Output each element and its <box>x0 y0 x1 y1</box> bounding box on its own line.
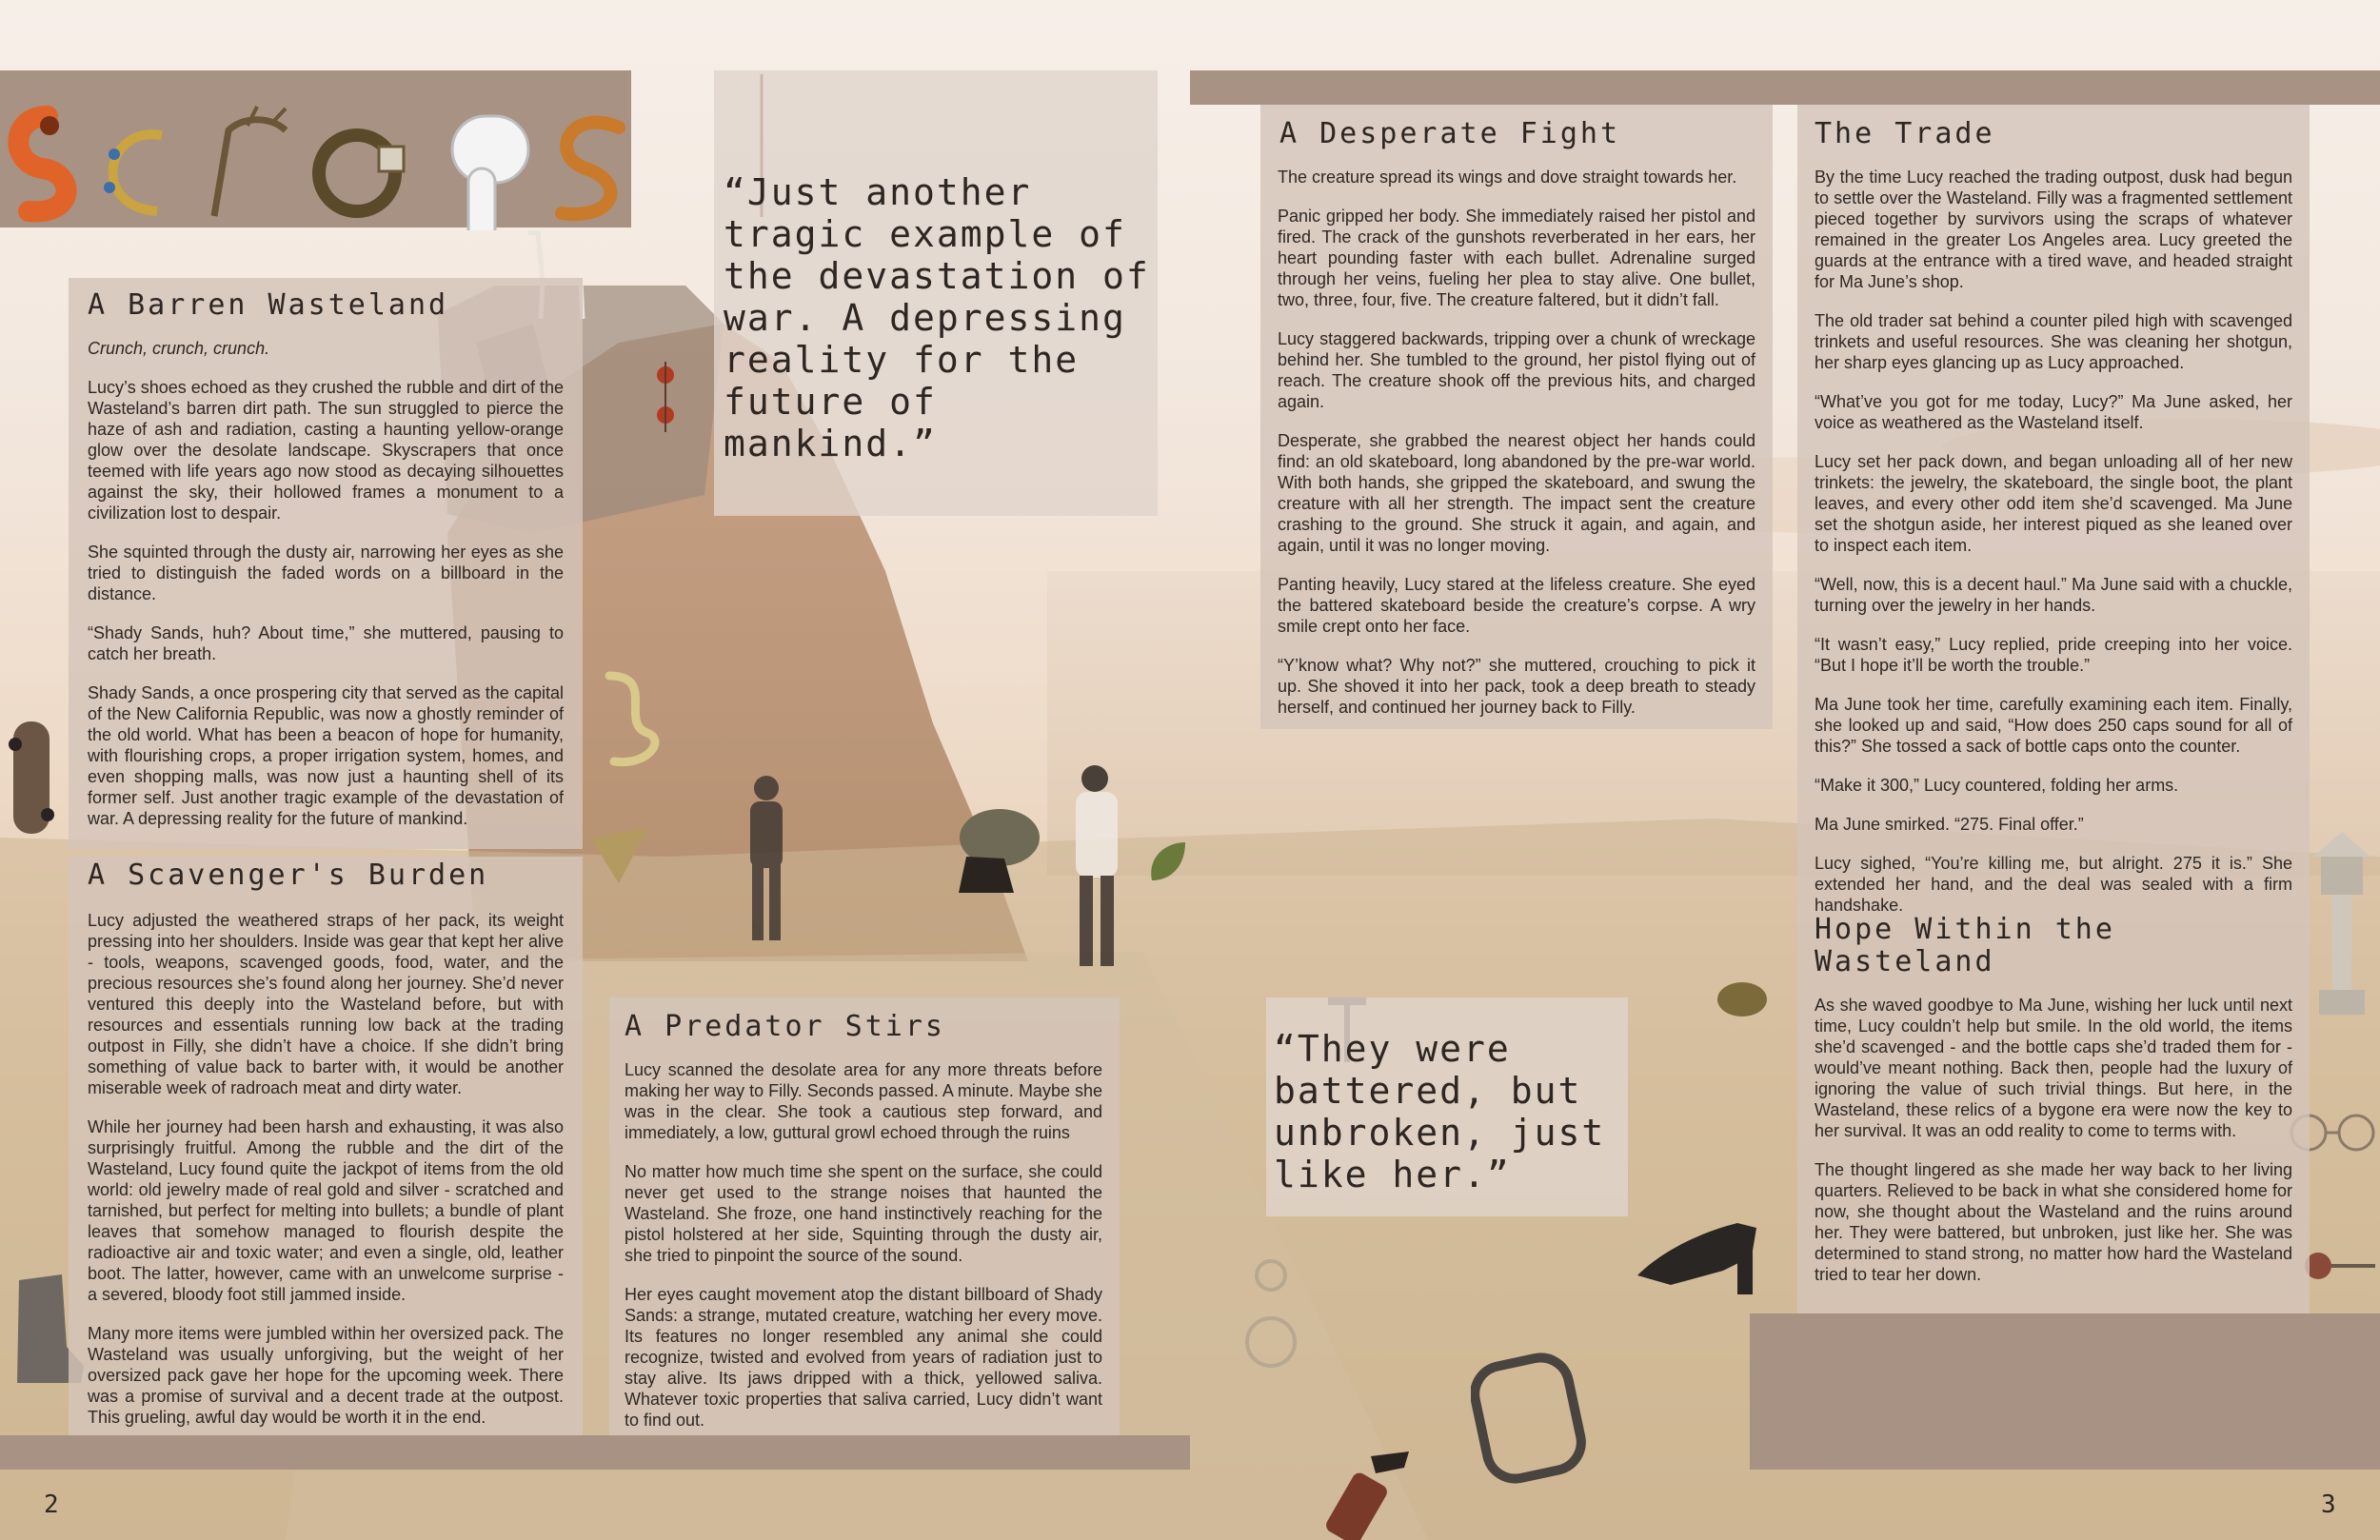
small-hook-icon <box>1238 1256 1304 1371</box>
paragraph: “Y’know what? Why not?” she muttered, crouching to pick it up. She shoved it into her pack, took a deep breath to steady herself, and continued her journey back to Filly. <box>1278 656 1755 717</box>
heading-scavengers-burden: A Scavenger's Burden <box>88 859 489 892</box>
pull-quote-top: “Just another tragic example of the devastation of war. A depressing reality for the future of mankind.” <box>724 171 1150 464</box>
paragraph: Lucy set her pack down, and began unloading all of her new trinkets: the jewelry, the skateboard, the single boot, the plant leaves, and every other odd item she’d scavenged. Ma June set the shotgun aside, her interest piqued as she leaned over to inspect each item. <box>1815 452 2292 555</box>
paragraph: Lucy’s shoes echoed as they crushed the rubble and dirt of the Wasteland’s barren dirt path. The sun struggled to pierce the haze of ash and radiation, casting a haunting yellow-orange glow over the desolate landscape. Skyscrapers that once teemed with life years ago now stood as decaying silhouettes against the sky, their hollowed frames a monument to a civilization lost to despair. <box>88 378 564 523</box>
pine-sprig-icon <box>1714 976 1771 1023</box>
paragraph: Ma June took her time, carefully examining each item. Finally, she looked up and said, “How does 250 caps sound for all of this?” She tossed a sack of bottle caps onto the counter. <box>1815 695 2292 756</box>
hanging-ornament-icon <box>655 362 676 432</box>
heading-predator-stirs: A Predator Stirs <box>625 1010 945 1043</box>
shard-icon <box>585 828 652 885</box>
paragraph: She squinted through the dusty air, narrowing her eyes as she tried to distinguish the faded words on a billboard in the distance. <box>88 543 564 603</box>
heading-the-trade: The Trade <box>1815 117 1995 150</box>
paragraph: Panic gripped her body. She immediately raised her pistol and fired. The crack of the gunshots reverberated in her ears, her heart pounding faster with each bullet. Adrenaline surged through her veins, fueling her plea to stay alive. One bullet, two, three, four, five. The creature faltered, but it didn’t fall. <box>1278 207 1755 309</box>
article-predator-stirs <box>625 1059 1102 1431</box>
paragraph: As she waved goodbye to Ma June, wishing her luck until next time, Lucy couldn’t help but smile. In the old world, the items she’d scavenged - and the bottle caps she’d traded them for - would’ve meant nothing. Back then, people had the luxury of ignoring the value of such trivial things. But here, in the Wasteland, these relics of a bygone era were now the key to her survival. It was an odd reality to come to terms with. <box>1815 996 2292 1140</box>
high-heel-shoe-icon <box>1633 1204 1766 1299</box>
heading-desperate-fight: A Desperate Fight <box>1279 117 1621 150</box>
article-desperate-fight <box>1278 167 1755 718</box>
shoe-icon <box>947 800 1052 904</box>
pull-quote-bottom: “They were battered, but unbroken, just like her.” <box>1274 1028 1606 1195</box>
paragraph: Many more items were jumbled within her oversized pack. The Wasteland was usually unforgiving, but the weight of her oversized pack gave her hope for the upcoming week. There was a promise of survival and a decent trade at the outpost. This grueling, awful day would be worth it in the end. <box>88 1324 564 1427</box>
scraps-title-art <box>0 88 638 230</box>
paragraph: The thought lingered as she made her way back to her living quarters. Relieved to be back in what she considered home for now, she thought about the Wasteland and the ruins around her. They were battered, but unbroken, just like her. She was determined to stand strong, no matter how hard the Wasteland tried to tear her down. <box>1815 1160 2292 1284</box>
paragraph: Panting heavily, Lucy stared at the lifeless creature. She eyed the battered skateboard beside the creature’s corpse. A wry smile crept onto her face. <box>1278 575 1755 636</box>
paragraph: The creature spread its wings and dove straight towards her. <box>1278 168 1737 187</box>
paragraph: Lucy sighed, “You’re killing me, but alright. 275 it is.” She extended her hand, and the deal was sealed with a firm handshake. <box>1815 854 2292 915</box>
article-hope-within-wasteland <box>1815 995 2292 1285</box>
paragraph: By the time Lucy reached the trading outpost, dusk had begun to settle over the Wasteland. Filly was a fragmented settlement pieced together by survivors using the scraps of whatever remained in the greater Los Angeles area. Lucy greeted the guards at the entrance with a tired wave, and headed straight for Ma June’s shop. <box>1815 168 2292 291</box>
keychain-icon <box>2299 1237 2380 1294</box>
paragraph: While her journey had been harsh and exhausting, it was also surprisingly fruitful. Among the rubble and the dirt of the Wasteland, Lucy found quite the jackpot of items from the old world: old jewelry made of real gold and silver - scratched and tarnished, but perfect for melting into bullets; a bundle of plant leaves that somehow managed to flourish despite the radioactive air and toxic water; and even a single, old, leather boot. The latter, however, came with an unwelcome surprise - a severed, bloody foot still jammed inside. <box>88 1117 564 1304</box>
skateboard-icon <box>0 716 69 841</box>
heading-barren-wasteland: A Barren Wasteland <box>88 288 449 322</box>
paragraph: “Shady Sands, huh? About time,” she muttered, pausing to catch her breath. <box>88 623 564 663</box>
top-band-right <box>1190 70 2380 105</box>
paragraph: Her eyes caught movement atop the distant billboard of Shady Sands: a strange, mutated creature, watching her every move. Its features no longer resembled any animal she could recognize, twisted and evolved from years of radiation just to stay alive. Its jaws dripped with a thick, yellowed saliva. Whatever toxic properties that saliva carried, Lucy didn’t want to find out. <box>625 1285 1102 1430</box>
heading-hope-within-wasteland: Hope Within the Wasteland <box>1815 913 2115 978</box>
paragraph: “What’ve you got for me today, Lucy?” Ma June asked, her voice as weathered as the Wasteland itself. <box>1815 392 2292 432</box>
paragraph: Crunch, crunch, crunch. <box>88 339 270 358</box>
bottom-band-right <box>1750 1313 2380 1470</box>
paragraph: Lucy staggered backwards, tripping over a chunk of wreckage behind her. She tumbled to the ground, her pistol flying out of reach. The creature shook off the previous hits, and charged again. <box>1278 329 1755 411</box>
leaf-icon <box>1142 838 1190 885</box>
dragon-charm-icon <box>590 666 676 771</box>
paragraph: Lucy scanned the desolate area for any more threats before making her way to Filly. Seconds passed. A minute. Maybe she was in the clear. She took a cautious step forward, and immediately, a low, guttural growl echoed through the ruins <box>625 1060 1102 1142</box>
page-number-right: 3 <box>2321 1491 2336 1519</box>
stone-lantern-icon <box>2304 828 2380 1018</box>
paragraph: Ma June smirked. “275. Final offer.” <box>1815 815 2084 834</box>
paragraph: “Well, now, this is a decent haul.” Ma June said with a chuckle, turning over the jewelry in her hands. <box>1815 575 2292 615</box>
carabiner-icon <box>1471 1342 1595 1494</box>
spray-bottle-icon <box>1319 1447 1423 1540</box>
paragraph: Lucy adjusted the weathered straps of her pack, its weight pressing into her shoulders. Inside was gear that kept her alive - tools, weapons, scavenged goods, food, water, and the precious resources she’s found along her journey. She’d never ventured this deeply into the Wasteland before, but with resources and essentials running low back at the trading outpost in Filly, she didn’t have a choice. If she didn’t bring something of value back to barter with, it would be another miserable week of radroach meat and dirty water. <box>88 911 564 1097</box>
paragraph: “It wasn’t easy,” Lucy replied, pride creeping into her voice. “But I hope it’ll be worth the trouble.” <box>1815 635 2292 675</box>
article-the-trade <box>1815 167 2292 916</box>
paragraph: No matter how much time she spent on the surface, she could never get used to the strange noises that haunted the Wasteland. She froze, one hand instinctively reaching for the pistol holstered at her side, Squinting through the dusty air, she tried to pinpoint the source of the sound. <box>625 1162 1102 1265</box>
paragraph: The old trader sat behind a counter piled high with scavenged trinkets and useful resources. She was cleaning her shotgun, her sharp eyes glancing up as Lucy approached. <box>1815 311 2292 372</box>
bottom-band-left <box>0 1435 1190 1470</box>
paragraph: Shady Sands, a once prospering city that served as the capital of the New California Republic, was now a ghostly reminder of the old world. What has been a beacon of hope for humanity, with flourishing crops, a proper irrigation system, homes, and even shopping malls, was now just a haunting shell of its former self. Just another tragic example of the devastation of war. A depressing reality for the future of mankind. <box>88 683 564 828</box>
article-barren-wasteland <box>88 338 564 829</box>
paragraph: Desperate, she grabbed the nearest object her hands could find: an old skateboard, long abandoned by the pre-war world. With both hands, she gripped the skateboard, and swung the creature with all her strength. The impact sent the creature crashing to the ground. She struck it again, and again, and again, until it was no longer moving. <box>1278 431 1755 555</box>
paragraph: “Make it 300,” Lucy countered, folding her arms. <box>1815 776 2179 795</box>
page-number-left: 2 <box>44 1491 59 1519</box>
article-scavengers-burden <box>88 910 564 1428</box>
title-objects-art <box>0 88 638 230</box>
